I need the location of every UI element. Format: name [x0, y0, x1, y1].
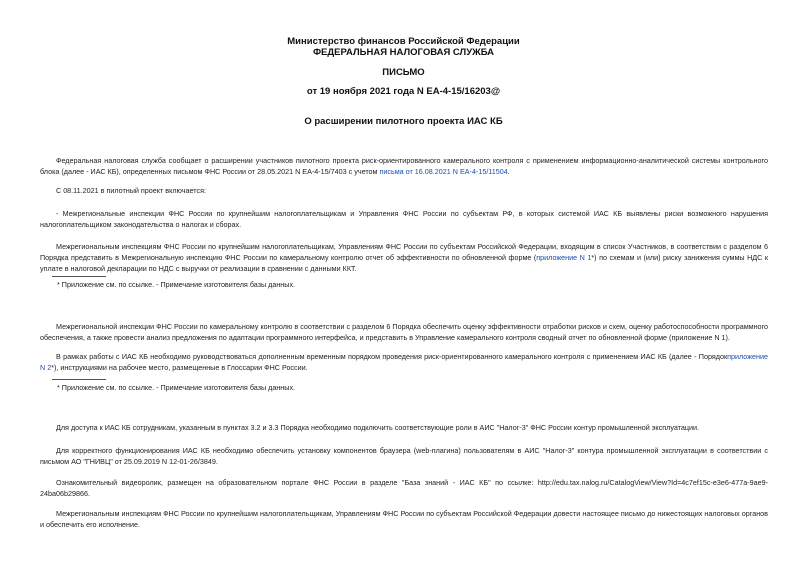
paragraph-video: Ознакомительный видеоролик, размещен на образовательном портале ФНС России в разделе "База знаний - ИАС КБ" по ссылке: http://edu.tax.nalog.ru/CatalogView/View?Id=4c7ef15c-e3e6-477a-9ae9-24ba06b29866. — [40, 478, 768, 499]
paragraph-inspection-evaluation: Межрегиональной инспекции ФНС России по камеральному контролю в соответствии с разделом 6 Порядка обеспечить оценку эффективности отработки рисков и схем, оценку работоспособности программного обеспечения, а также провести анализ предложения по адаптации программного интерфейса, и представить в Управление камерального контроля сводный отчет по обновленной форме (приложение N 1). — [40, 322, 768, 343]
paragraph-included-list: - Межрегиональные инспекции ФНС России по крупнейшим налогоплательщикам и Управления ФНС России по субъектам РФ, в которых системой ИАС КБ выявлены риски возможного нарушения налогоплательщиком законодательства о налогах и сборах. — [40, 209, 768, 230]
paragraph-intro — [40, 155, 768, 177]
letter-link[interactable]: письма от 16.08.2021 N ЕА-4-15/11504 — [379, 167, 508, 177]
paragraph-browser-plugin: Для корректного функционирования ИАС КБ необходимо обеспечить установку компонентов браузера (web-плагина) пользователям в АИС "Налог-3" контура промышленной эксплуатации в соответствии с письмом АО "ГНИВЦ" от 25.09.2019 N 12-01-26/3849. — [40, 446, 768, 467]
appendix-1-link[interactable]: приложение N 1 — [536, 253, 592, 263]
footnote-divider — [52, 379, 106, 380]
doc-subject: О расширении пилотного проекта ИАС КБ — [304, 116, 503, 127]
paragraph-report-requirement — [40, 241, 768, 275]
appendix-2-link[interactable]: приложение N 2 — [40, 352, 768, 373]
doc-date-number: от 19 ноября 2021 года N ЕА-4-15/16203@ — [306, 86, 501, 97]
service-heading: ФЕДЕРАЛЬНАЯ НАЛОГОВАЯ СЛУЖБА — [312, 47, 495, 58]
paragraph-from-date: С 08.11.2021 в пилотный проект включается: — [56, 186, 206, 195]
paragraph-access: Для доступа к ИАС КБ сотрудникам, указанным в пунктах 3.2 и 3.3 Порядка необходимо подключить соответствующие роли в АИС "Налог-3" ФНС России контур промышленной эксплуатации. — [56, 423, 700, 432]
paragraph-procedure-text: В рамках работы с ИАС КБ необходимо руководствоваться дополненным временным порядком проведения риск-ориентированного камерального контроля с применением ИАС КБ (далее - Порядок — [56, 352, 728, 361]
paragraph-report-text: Межрегиональным инспекциям ФНС России по крупнейшим налогоплательщикам, Управлениям ФНС России по субъектам Российской Федерации, входящим в список Участников, в соответствии с разделом 6 Порядка представить в Межрегиональную инспекцию ФНС России по камеральному контролю отчет об эффективности по обновленной форме ( — [40, 242, 768, 263]
footnote-1: * Приложение см. по ссылке. - Примечание изготовителя базы данных. — [57, 280, 296, 289]
ministry-heading: Министерство финансов Российской Федерации — [287, 36, 520, 47]
paragraph-report-end: *) по схемам и (или) риску занижения суммы НДС к уплате в налоговой декларации по НДС с выручки от реализации в сравнении с данными ККТ. — [40, 253, 768, 274]
paragraph-distribution: Межрегиональным инспекциям ФНС России по крупнейшим налогоплательщикам, Управлениям ФНС России по субъектам Российской Федерации довести настоящее письмо до нижестоящих налоговых органов и обеспечить его исполнение. — [40, 509, 768, 530]
paragraph-procedure-end: *), инструкциями на рабочее место, размещенные в Глоссарии ФНС России. — [51, 363, 308, 373]
doc-type-heading: ПИСЬМО — [382, 67, 425, 78]
paragraph-intro-end: . — [507, 167, 510, 177]
footnote-divider — [52, 276, 106, 277]
paragraph-intro-text: Федеральная налоговая служба сообщает о расширении участников пилотного проекта риск-ориентированного камерального контроля с применением информационно-аналитической системы контрольного блока (далее - ИАС КБ), определенных письмом ФНС России от 28.05.2021 N ЕА-4-15/7403 с учетом — [40, 156, 768, 177]
footnote-2: * Приложение см. по ссылке. - Примечание изготовителя базы данных. — [57, 383, 296, 392]
paragraph-procedure — [40, 351, 768, 373]
